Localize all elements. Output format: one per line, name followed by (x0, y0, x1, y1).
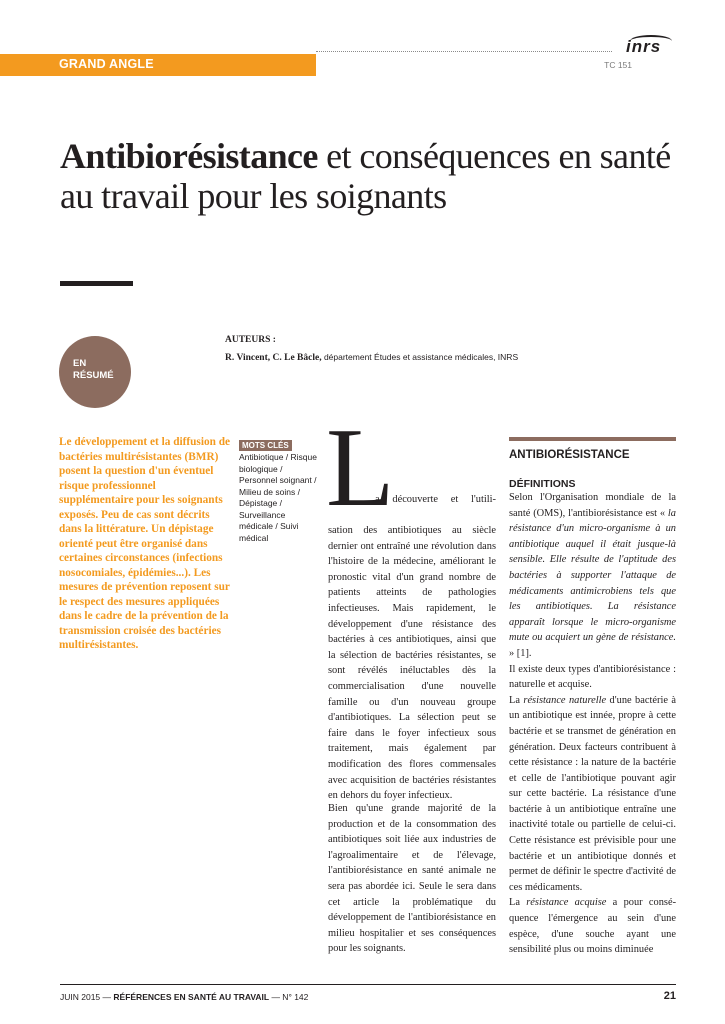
acquired-resistance-paragraph (509, 895, 676, 957)
body-paragraph-2: Bien qu'une grande majorité de la production et de la consommation des antibiotiques soit liée aux industries de l'agroalimentaire et de l'élevage, l'antibiorésistance en santé animale ne sera pas abordée ici. Seule le sera dans cet article la problématique du développement de l'antibiorésistance en milieu hospitalier et ses conséquences pour les soignants. (328, 803, 496, 955)
definition-quote: la résistance d'un micro-organisme à un antibiotique auquel il était jusque-là sensible. Elle résulte de l'aptitude des bactéries à supporter l'attaque de médicaments antimicrobiens tels que les antibiotiques. La résistance apparaît lorsque le micro-organisme mute ou acquiert un gène de résistance. (509, 507, 676, 644)
drop-cap: L (326, 406, 395, 530)
body-column-1 (328, 523, 496, 804)
footer-date: JUIN 2015 — (60, 992, 114, 1002)
footer-citation (60, 992, 308, 1002)
definition-paragraph (509, 490, 676, 662)
author-names: R. Vincent, C. Le Bâcle, (225, 353, 322, 363)
footer-rule (60, 984, 676, 985)
acquired-term: résistance acquise (526, 897, 607, 909)
body-paragraph-1: sation des antibiotiques au siècle dernier ont entraîné une révolution dans l'histoire de la médecine, améliorant le pronostic vital d'un grand nombre de patients atteints de pathologies infectieuses. Mais rapidement, le développement d'une résistance des bactéries à ces antibiotiques, ainsi que la sélection de bactéries résistantes, se sont révélés inéluctables dès la commercialisation d'une nouvelle famille ou d'un nouveau groupe d'antibiotiques. La sélection peut se faire dans le foyer infectieux sous traitement, mais également par modification des flores commensales avec acquisition de bactéries résistantes en dehors du foyer infectieux. (328, 525, 496, 802)
author-affiliation: département Études et assistance médicales, INRS (321, 352, 519, 362)
acquired-intro: La (509, 897, 527, 909)
footer-issue: — N° 142 (269, 992, 309, 1002)
body-column-1-lower (328, 801, 496, 957)
footer-journal: RÉFÉRENCES EN SANTÉ AU TRAVAIL (113, 992, 270, 1002)
banner-label: GRAND ANGLE (59, 57, 154, 71)
section-rule (509, 437, 676, 441)
body-paragraph-1-start: a découverte et l'utili- (375, 494, 496, 505)
inrs-logo: inrs (626, 37, 662, 56)
summary-badge-label: EN RÉSUMÉ (73, 358, 114, 381)
authors-line (225, 352, 518, 363)
article-code: TC 151 (604, 60, 632, 70)
types-paragraph: Il existe deux types d'antibiorésistance : naturelle et acquise. (509, 663, 676, 691)
section-subtitle: DÉFINITIONS (509, 478, 576, 490)
natural-resistance-paragraph (509, 693, 676, 896)
summary-badge (59, 336, 131, 408)
header-dotted-rule (316, 51, 612, 52)
summary-text: Le développement et la diffusion de bactéries multirésistantes (BMR) posent la question d'un éventuel risque professionnel supplémentaire pour les soignants exposés. Peu de cas sont décrits dans la littérature. Un dépistage orienté peut être organisé dans certaines circonstances (infections nosocomiales, épidémies...). Les mesures de prévention reposent sur le respect des mesures appliquées dans le cadre de la prévention de la transmission croisée des bactéries multirésistantes. (59, 436, 231, 651)
definition-intro: Selon l'Organisation mondiale de la santé (OMS), l'antibiorésistance est « (509, 492, 676, 519)
natural-text: d'une bactérie à un antibiotique est innée, propre à cette bactérie et se transmet de génération en génération. Deux facteurs contribuent à cette résistance : la nature de la bactérie et celle de l'antibiotique pouvant agir sur cette bactérie. La résistance d'une bactérie à un antibiotique entraîne une inactivité totale ou partielle de celui-ci. Cette résistance est prévisible pour une bactérie et un antibiotique donnés et permet de définir le spectre d'activité de ces médicaments. (509, 694, 676, 893)
page-number: 21 (663, 990, 676, 1002)
definition-end: » [1]. (509, 647, 532, 659)
natural-intro: La (509, 694, 524, 706)
authors-label: AUTEURS : (225, 335, 276, 345)
keywords-list: Antibiotique / Risque biologique / Personnel soignant / Milieu de soins / Dépistage / Surveillance médicale / Suivi médical (239, 452, 317, 543)
acquired-text: a pour conséquence l'émergence au sein d'une espèce, d'une souche ayant une sensibilité plus ou moins diminuée (509, 897, 677, 956)
section-title: ANTIBIORÉSISTANCE (509, 449, 630, 461)
keywords-label: MOTS CLÉS (239, 440, 292, 451)
title-rest: et conséquences en santé au travail pour les soignants (60, 136, 671, 216)
body-first-line (375, 492, 496, 508)
title-bold: Antibiorésistance (60, 136, 318, 176)
body-column-2 (509, 490, 676, 958)
article-title (60, 136, 680, 216)
natural-term: résistance naturelle (523, 694, 607, 706)
section-banner (0, 54, 316, 76)
title-underline (60, 281, 133, 286)
